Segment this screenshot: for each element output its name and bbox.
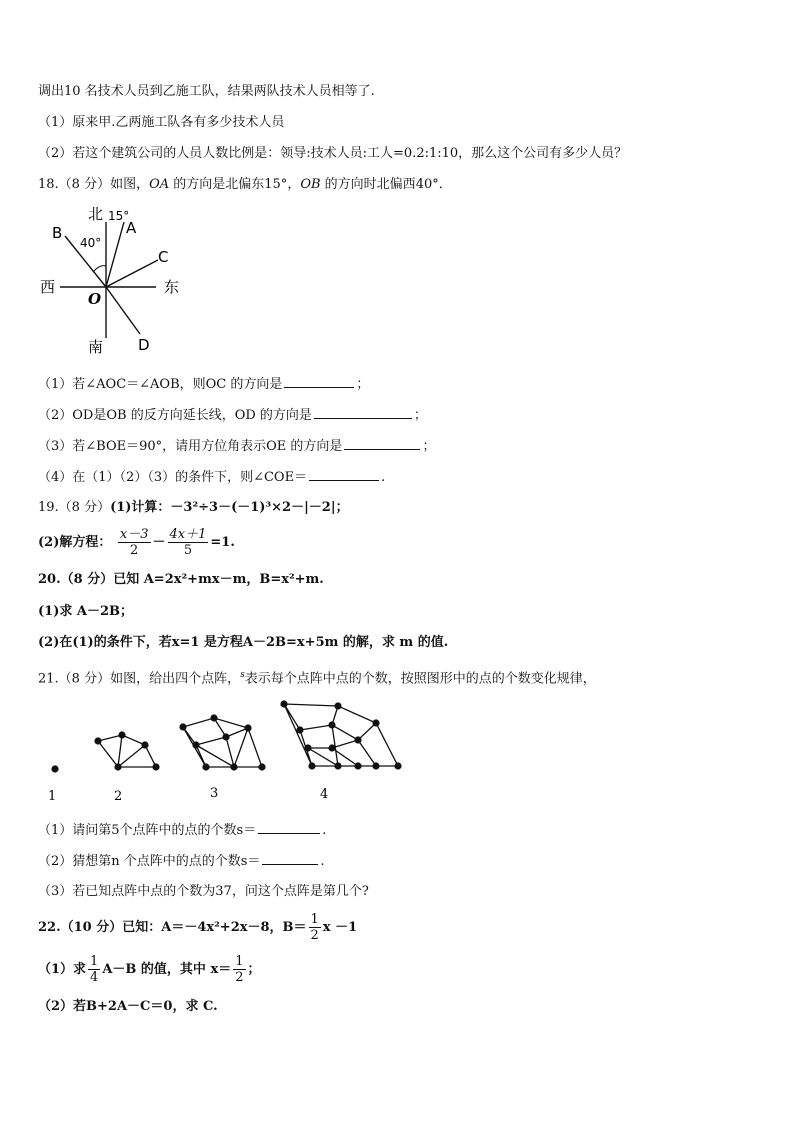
q19-equals: =1. — [210, 535, 235, 550]
q18-angle40: 40° — [415, 177, 439, 192]
q18-sub4-text: （4）在（1）（2）（3）的条件下，则∠COE＝ — [38, 470, 308, 485]
q18-sub1 — [38, 375, 369, 394]
q21-sub2-text: （2）猜想第n 个点阵中的点的个数s＝ — [38, 854, 261, 869]
q21-heading — [38, 666, 596, 688]
ray-oa — [106, 222, 124, 287]
compass-figure — [38, 200, 198, 360]
q18-sub3 — [38, 437, 435, 456]
q18-number: 18.（8 分）如图， — [38, 177, 150, 192]
q22-head-text: 22.（10 分）已知：A＝－4x²+2x－8，B＝ — [38, 920, 307, 935]
intro-line: 调出10 名技术人员到乙施工队，结果两队技术人员相等了. — [38, 84, 375, 99]
answer-blank-coe[interactable] — [309, 468, 379, 481]
answer-blank-oc[interactable] — [284, 375, 354, 388]
q20-part1: (1)求 A－2B； — [38, 604, 133, 619]
q21-sub1-end: . — [322, 823, 327, 838]
q21-sub3: （3）若已知点阵中点的个数为37，问这个点阵是第几个? — [38, 884, 369, 899]
q19-minus: － — [152, 535, 166, 550]
q19-number: 19.（8 分） — [38, 500, 111, 515]
q18-oa: OA — [149, 177, 170, 192]
q18-sub2-text: （2）OD是OB 的反方向延长线，OD 的方向是 — [38, 408, 312, 423]
q22-part1-head: （1）求 — [38, 962, 87, 977]
lattice-label-3: 3 — [210, 786, 219, 801]
q22-frac-half: $\frac{1}{2}$ — [310, 912, 319, 943]
q18-mid2: ， — [287, 177, 301, 192]
q18-mid1: 的方向是北偏东 — [169, 177, 265, 192]
label-o: O — [88, 290, 102, 308]
answer-blank-od[interactable] — [314, 406, 412, 419]
label-c: C — [158, 248, 169, 266]
q22-frac-x: $\frac{1}{2}$ — [235, 954, 244, 985]
q18-sub1-text: （1）若∠AOC＝∠AOB，则OC 的方向是 — [38, 377, 283, 392]
label-east: 东 — [164, 278, 180, 296]
q17-part1: （1）原来甲.乙两施工队各有多少技术人员 — [38, 115, 285, 130]
fraction-2: $\frac{4x+1}{5}$ — [169, 527, 207, 558]
q22-head-tail: x －1 — [322, 920, 358, 935]
label-west: 西 — [40, 278, 56, 296]
label-b: B — [52, 224, 63, 242]
q22-heading — [38, 910, 357, 946]
label-15deg: 15° — [108, 209, 130, 223]
q18-sub3-end: ； — [422, 439, 436, 454]
q18-angle15: 15° — [264, 177, 288, 192]
q19-part1 — [38, 499, 349, 517]
lattice-label-4: 4 — [320, 787, 329, 802]
label-south: 南 — [88, 338, 104, 356]
q17-part2: （2）若这个建筑公司的人员人数比例是：领导:技术人员:工人=0.2:1:10，那么这个公司有多少人员？ — [38, 146, 628, 161]
q22-part1-mid: A－B 的值，其中 x＝ — [102, 962, 232, 977]
q18-sub3-text: （3）若∠BOE＝90°，请用方位角表示OE 的方向是 — [38, 439, 343, 454]
angle-arc-40 — [93, 266, 106, 272]
q21-s-var: s — [240, 670, 245, 680]
answer-blank-s5[interactable] — [258, 821, 320, 834]
q21-sub2 — [38, 852, 325, 871]
q18-sub4 — [38, 468, 385, 487]
q18-heading — [38, 176, 452, 194]
q22-part1-end: ； — [247, 962, 261, 977]
answer-blank-sn[interactable] — [262, 852, 318, 865]
q18-ob: OB — [300, 177, 321, 192]
lattice-label-2: 2 — [114, 789, 123, 804]
q19-solve-label: (2)解方程： — [38, 535, 112, 550]
q19-calc: (1)计算：－3²÷3－(－1)³×2－|－2|； — [110, 500, 349, 515]
ray-od — [106, 287, 140, 334]
q18-sub2 — [38, 406, 427, 425]
q21-sub1 — [38, 821, 326, 840]
q19-part2 — [38, 523, 235, 563]
label-a: A — [126, 219, 137, 237]
q21-sub1-text: （1）请问第5个点阵中的点的个数s＝ — [38, 823, 257, 838]
q18-mid3: 的方向时北偏西 — [320, 177, 416, 192]
label-north: 北 — [88, 205, 104, 223]
label-40deg: 40° — [80, 236, 102, 250]
q18-sub2-end: ； — [413, 408, 427, 423]
q20-part2: (2)在(1)的条件下，若x=1 是方程A－2B=x+5m 的解，求 m 的值. — [38, 635, 449, 650]
q21-number: 21.（8 分）如图，给出四个点阵， — [38, 671, 241, 687]
label-d: D — [138, 336, 150, 354]
q22-part2: （2）若B+2A－C＝0，求 C. — [38, 999, 218, 1014]
ray-oc — [106, 260, 158, 287]
lattice-label-1: 1 — [48, 789, 57, 804]
answer-blank-oe[interactable] — [344, 437, 420, 450]
q18-sub4-end: . — [381, 470, 386, 485]
dot-lattice-figure — [38, 690, 418, 810]
q18-tail: ． — [438, 177, 452, 192]
fraction-1: $\frac{x-3}{2}$ — [119, 527, 149, 558]
q21-sub2-end: . — [320, 854, 325, 869]
q22-frac-quarter: $\frac{1}{4}$ — [90, 954, 99, 985]
q20-heading: 20.（8 分）已知 A=2x²+mx－m，B=x²+m. — [38, 572, 324, 587]
q18-sub1-end: ； — [356, 377, 370, 392]
q21-head-rest: 表示每个点阵中点的个数，按照图形中的点的个数变化规律， — [244, 671, 596, 687]
q22-part1 — [38, 952, 261, 988]
